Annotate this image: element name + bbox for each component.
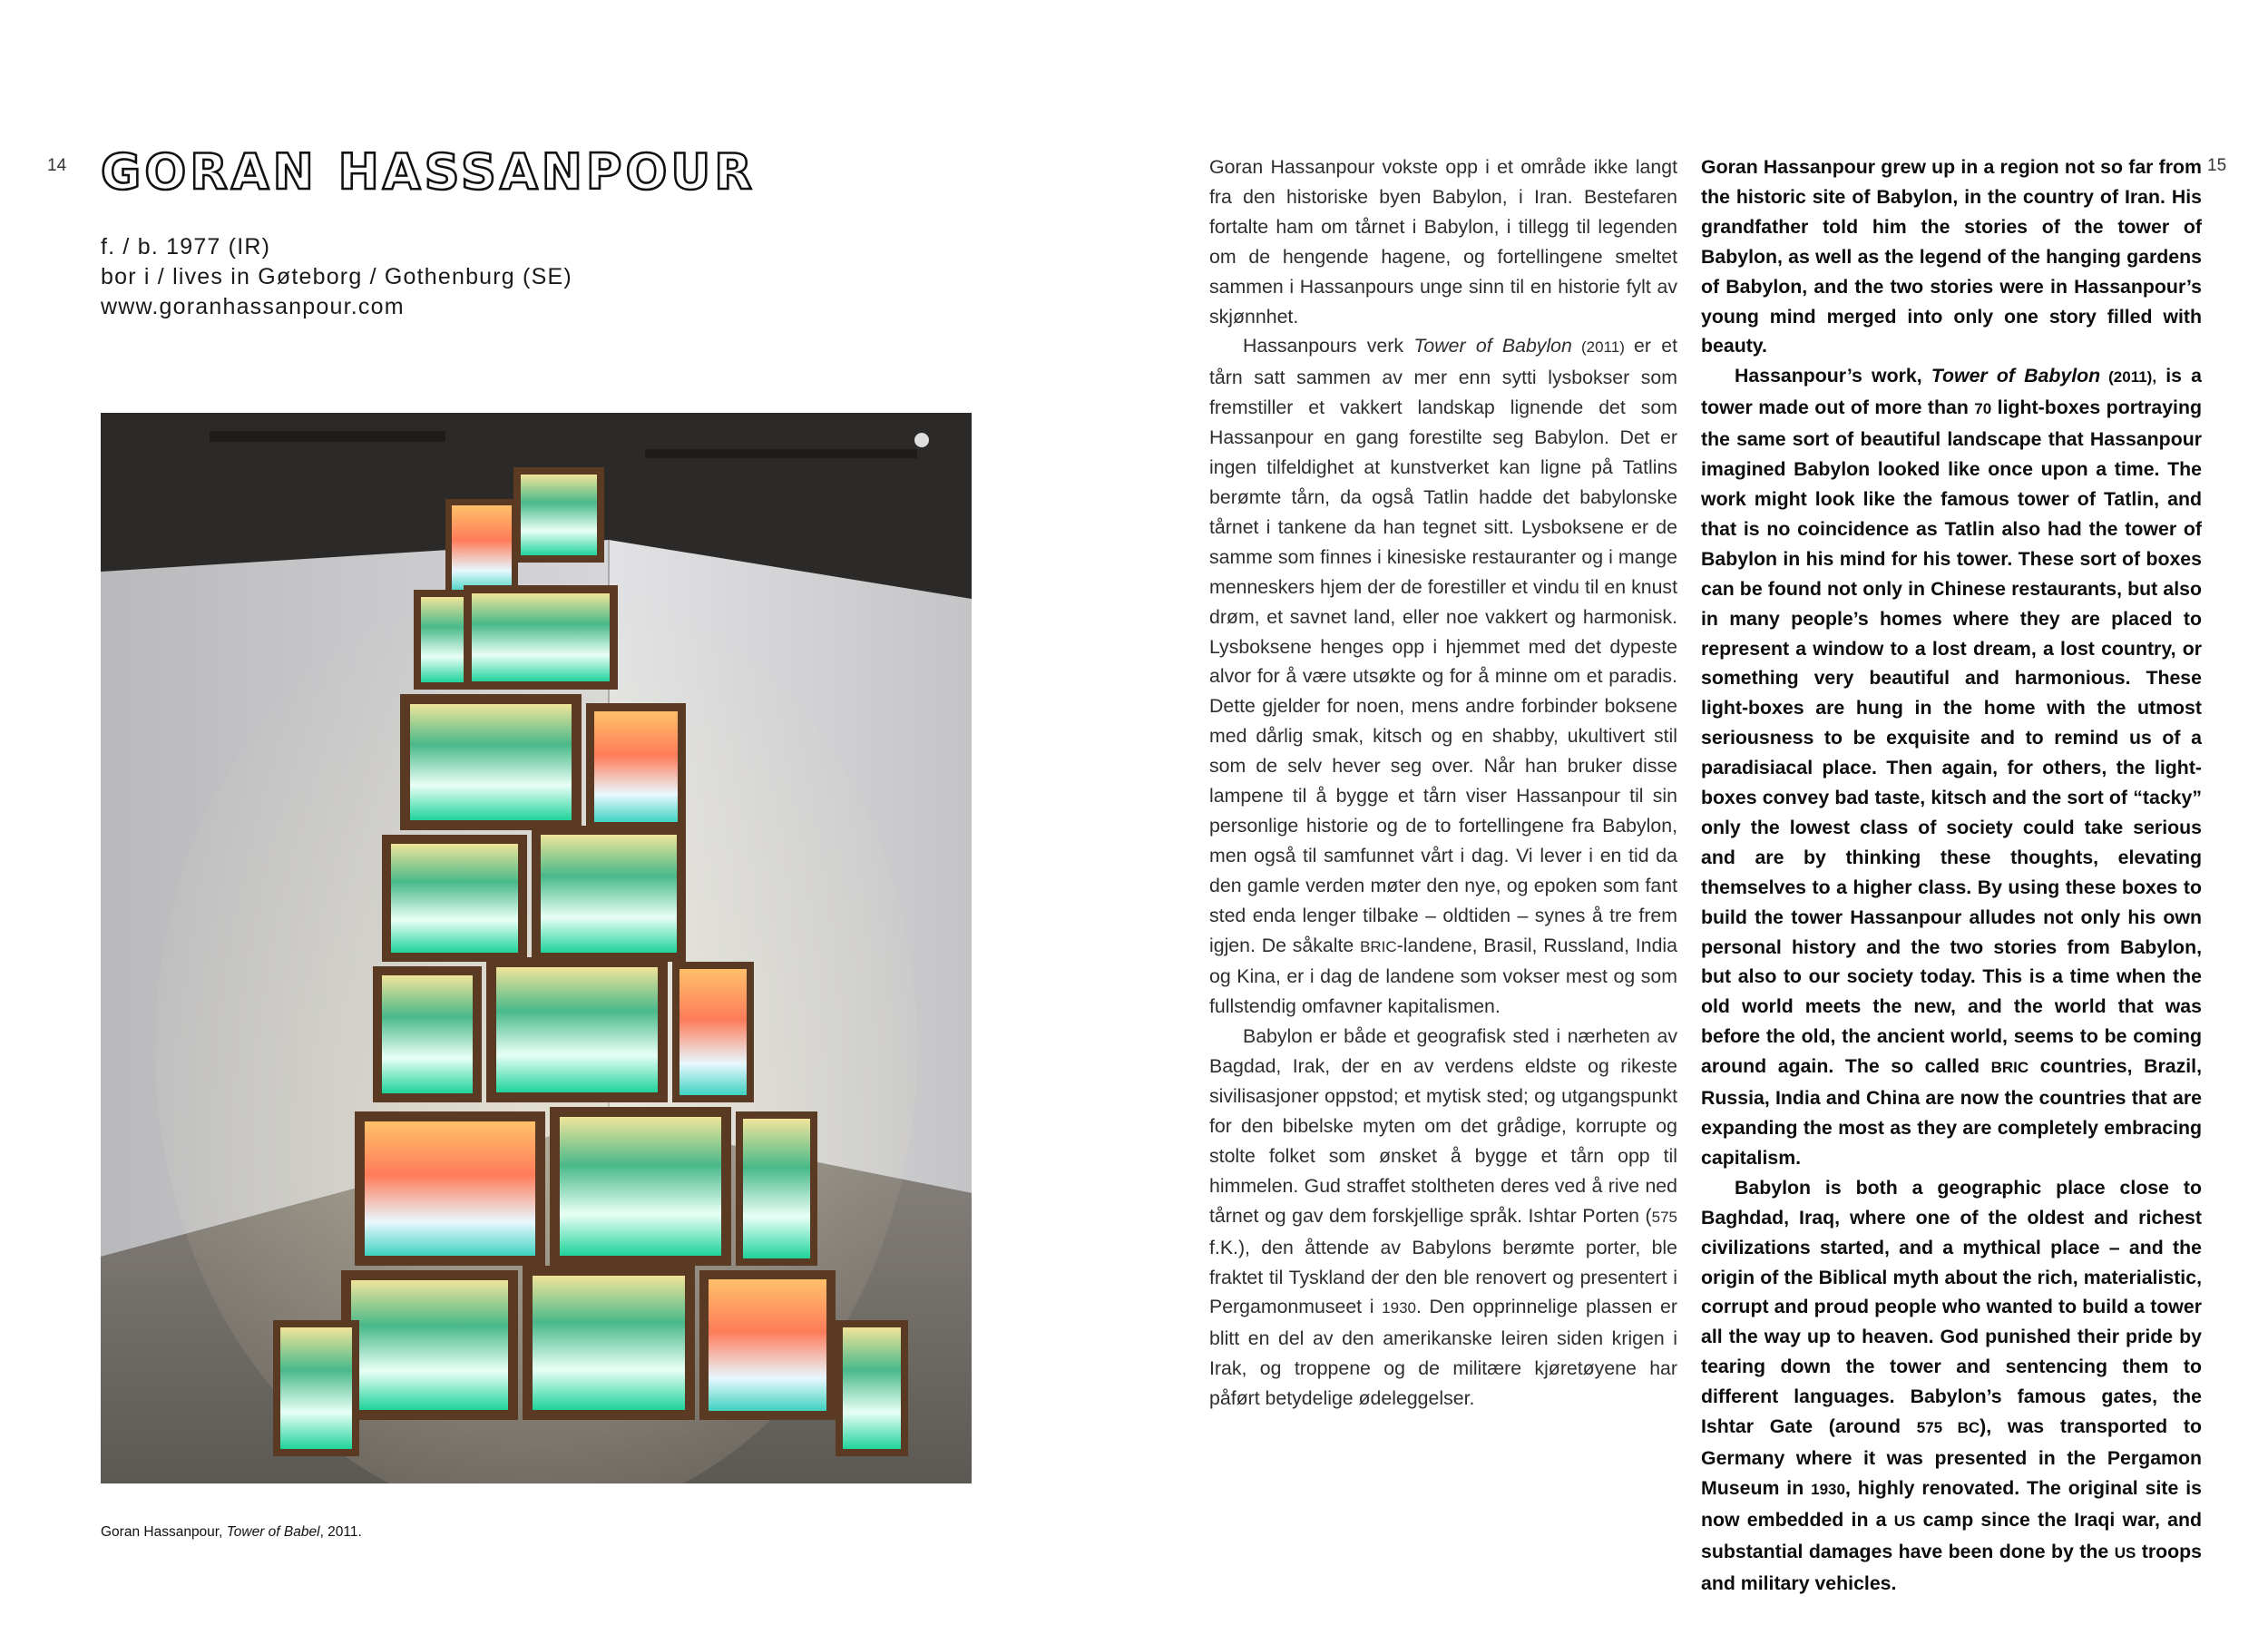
artwork-photo <box>101 413 972 1483</box>
english-p3-1930: 1930 <box>1811 1480 1845 1498</box>
english-p3-us-2: US <box>2114 1543 2136 1562</box>
english-p2-intro: Hassanpour’s work, <box>1735 365 1931 387</box>
english-p3-us-1: US <box>1893 1512 1916 1530</box>
english-work-year: (2011), <box>2100 368 2157 387</box>
page-number-left: 14 <box>47 156 67 175</box>
norwegian-p3-575: 575 <box>1651 1208 1677 1226</box>
norwegian-p2-end: -landene, Brasil, Russland, India og Kina, er i dag de landene som vokser mest og som fullstendig omfavner kapitalismen. <box>1209 934 1677 1018</box>
english-p3-body: ), was transported to Germany where it was presented in the Pergamon Museum in <box>1701 1415 2202 1499</box>
english-p2-main: light-boxes portraying the same sort of beautiful landscape that Hassanpour imagined Babylon looked like once upon a time. The work might look like the famous tower of Tatlin, and that is no coincidence as Tatlin also had the tower of Babylon in his mind for his tower. These sort of boxes can be found not only in Chinese restaurants, but also in many people’s homes where they are placed to represent a window to a lost dream, a lost country, or something very beautiful and harmonious. These light-boxes are hung in the home with the utmost seriousness to be exquisite and to remind us of a paradisiacal place. Then again, for others, the light-boxes convey bad taste, kitsch and the sort of “tacky” only the lowest class of society could take serious and are by thinking these thoughts, elevating themselves to a higher class. By using these boxes to build the tower Hassanpour alludes not only his own personal history and the two stories from Babylon, but also to our society today. This is a time when the old world meets the new, and the world that was before the old, the ancient world, seems to be coming around again. The so called <box>1701 397 2202 1078</box>
norwegian-bric: BRIC <box>1360 937 1397 955</box>
norwegian-paragraph-1: Goran Hassanpour vokste opp i et område ikke langt fra den historiske byen Babylon, i Iran. Bestefaren fortalte ham om tårnet i Babylon, i tillegg til legenden om de hengende hagene, og fortellingene smeltet sammen i Hassanpours unge sinn til en historie fylt av skjønnhet. <box>1209 156 1677 328</box>
caption-year: , 2011. <box>319 1524 362 1540</box>
page-number-right: 15 <box>2207 156 2227 175</box>
english-text-column <box>1701 152 2202 1599</box>
english-paragraph-1: Goran Hassanpour grew up in a region not so far from the historic site of Babylon, in the country of Iran. His grandfather told him the stories of the tower of Babylon, as well as the legend of the hanging gardens of Babylon, and the two stories were in Hassanpour’s young mind merged into only one story filled with beauty. <box>1701 156 2202 357</box>
english-p3-middle: , highly renovated. The original site is now embedded in a <box>1701 1476 2202 1531</box>
english-p3-more: camp since the Iraqi war, and substantial damages have been done by the <box>1701 1508 2202 1562</box>
norwegian-text-column <box>1209 152 1677 1414</box>
english-p2-end: countries, Brazil, Russia, India and China are now the countries that are expanding the most as they are completely embracing capitalism. <box>1701 1055 2202 1169</box>
english-p2-body: is a tower made out of more than <box>1701 365 2202 419</box>
caption-artist: Goran Hassanpour, <box>101 1524 227 1540</box>
english-p3-575: 575 BC <box>1916 1419 1980 1437</box>
norwegian-work-year: (2011) <box>1571 338 1634 357</box>
norwegian-p2-intro: Hassanpours verk <box>1243 335 1414 357</box>
norwegian-work-title: Tower of Babylon <box>1413 335 1572 357</box>
photo-caption <box>101 1524 362 1541</box>
english-bric: BRIC <box>1990 1059 2029 1077</box>
english-p2-70: 70 <box>1974 400 1992 418</box>
norwegian-p3-body: f.K.), den åttende av Babylons berømte porter, ble fraktet til Tyskland der den ble renovert og presentert i Pergamonmuseet i <box>1209 1236 1677 1318</box>
norwegian-p3-intro: Babylon er både et geografisk sted i nærheten av Bagdad, Irak, der en av verdens eldste og rikeste sivilisasjoner oppstod; et mytisk sted; og utgangspunkt for den bibelske myten om det grådige, korrupte og stolte folket som ønsket å bygge et tårn opp til himmelen. Gud straffet stoltheten deres ved å rive ned tårnet og gav dem forskjellige språk. Ishtar Porten ( <box>1209 1025 1677 1227</box>
norwegian-p2-body: er et tårn satt sammen av mer enn sytti lysbokser som fremstiller et vakkert landskap lignende det som Hassanpour en gang forestilte seg Babylon. Det er ingen tilfeldighet at kunstverket kan ligne på Tatlins berømte tårn, da også Tatlin hadde det babylonske tårnet i tankene da han tegnet sitt. Lysboksene er de samme som finnes i kinesiske restauranter og i mange menneskers hjem der de forestiller et vindu til en knust drøm, et savnet land, eller noe vakkert og harmonisk. Lysboksene henges opp i hjemmet med det dypeste alvor for å være utsøkte og for å minne om et paradis. Dette gjelder for noen, mens andre forbinder boksene med dårlig smak, kitsch og en shabby, ukultivert stil som de selv hever seg over. Når han bruker disse lampene til å bygge et tårn viser Hassanpour til sin personlige historie og de to fortellingene fra Babylon, men også til samfunnet vårt i dag. Vi lever i en tid da den gamle verden møter den nye, og epoken som fant sted enda lenger tilbake – oldtiden – synes å tre frem igjen. De såkalte <box>1209 335 1677 956</box>
residence-info: bor i / lives in Gøteborg / Gothenburg (SE) <box>101 264 572 289</box>
artist-name-heading: GORAN HASSANPOUR <box>101 143 756 201</box>
english-p3-intro: Babylon is both a geographic place close to Baghdad, Iraq, where one of the oldest and richest civilizations started, and a mythical place – and the origin of the Biblical myth about the rich, materialistic, corrupt and proud people who wanted to build a tower all the way up to heaven. God punished their pride by tearing down the tower and sentencing them to different languages. Babylon’s famous gates, the Ishtar Gate (around <box>1701 1176 2202 1438</box>
norwegian-p3-end: . Den opprinnelige plassen er blitt en del av den amerikanske leiren siden krigen i Irak, og troppene og de militære kjøretøyene har påført betydelige ødeleggelser. <box>1209 1296 1677 1410</box>
artist-bio <box>101 232 572 322</box>
artist-website-link[interactable]: www.goranhassanpour.com <box>101 294 405 319</box>
norwegian-p3-1930: 1930 <box>1382 1299 1416 1317</box>
birth-info: f. / b. 1977 (IR) <box>101 234 271 259</box>
norwegian-paragraph-2 <box>1209 331 1677 1022</box>
english-paragraph-3 <box>1701 1173 2202 1599</box>
english-work-title: Tower of Babylon <box>1931 365 2101 387</box>
english-p3-end: troops and military vehicles. <box>1701 1540 2202 1594</box>
english-paragraph-2 <box>1701 361 2202 1172</box>
caption-work-title: Tower of Babel <box>226 1524 320 1540</box>
norwegian-paragraph-3 <box>1209 1022 1677 1414</box>
